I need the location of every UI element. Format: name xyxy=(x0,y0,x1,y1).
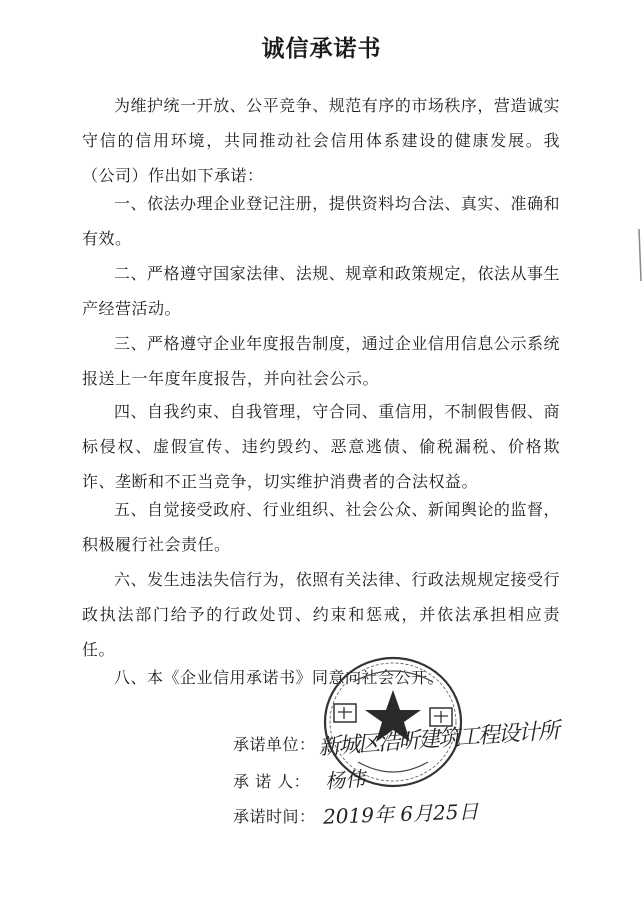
paragraph-2: 二、严格遵守国家法律、法规、规章和政策规定，依法从事生产经营活动。 xyxy=(82,264,560,318)
paragraph-intro: 为维护统一开放、公平竞争、规范有序的市场秩序，营造诚实守信的信用环境，共同推动社会信用体系建设的健康发展。我（公司）作出如下承诺： xyxy=(82,96,560,185)
signature-person-handwriting: 杨伟 xyxy=(324,766,366,794)
paragraph-8: 八、本《企业信用承诺书》同意向社会公开。 xyxy=(114,668,445,687)
paragraph-5: 五、自觉接受政府、行业组织、社会公众、新闻舆论的监督，积极履行社会责任。 xyxy=(82,500,560,554)
paragraph-1: 一、依法办理企业登记注册，提供资料均合法、真实、准确和有效。 xyxy=(82,194,560,248)
scan-edge-mark xyxy=(627,225,643,285)
paragraph-6: 六、发生违法失信行为，依照有关法律、行政法规规定接受行政执法部门给予的行政处罚、约束和惩戒，并依法承担相应责任。 xyxy=(82,570,560,659)
signature-time-label: 承诺时间： xyxy=(233,807,316,826)
paragraph-3: 三、严格遵守企业年度报告制度，通过企业信用信息公示系统报送上一年度年度报告，并向社会公示。 xyxy=(82,334,560,388)
signature-time-handwriting: 2019年 6月25日 xyxy=(322,799,479,829)
signature-person-label: 承 诺 人： xyxy=(233,772,311,791)
page-title: 诚信承诺书 xyxy=(261,36,382,62)
paragraph-4: 四、自我约束、自我管理，守合同、重信用，不制假售假、商标侵权、虚假宣传、违约毁约、恶意逃债、偷税漏税、价格欺诈、垄断和不正当竞争，切实维护消费者的合法权益。 xyxy=(82,402,560,491)
signature-unit-handwriting: 新城区浩昕建筑工程设计所 xyxy=(317,718,559,761)
signature-unit-label: 承诺单位： xyxy=(233,735,316,754)
